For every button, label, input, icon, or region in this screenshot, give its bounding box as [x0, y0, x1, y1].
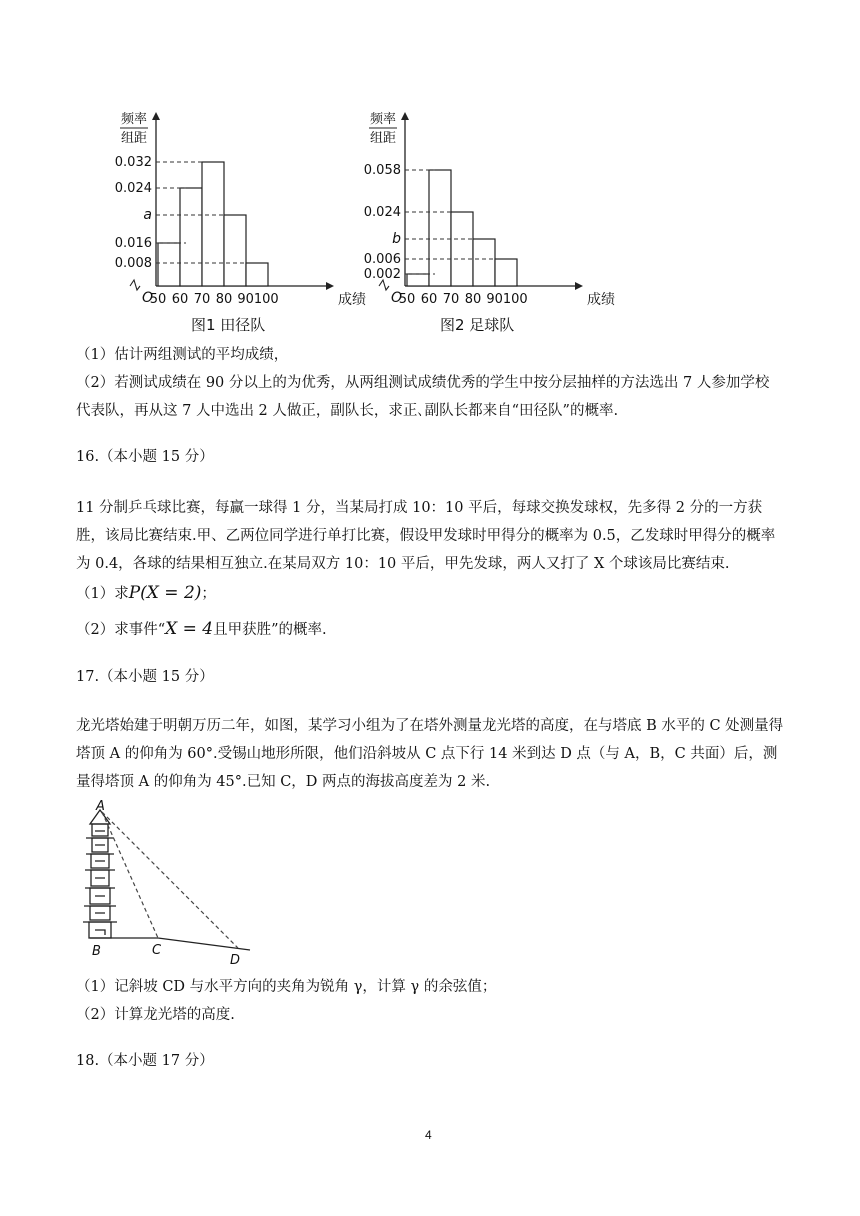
- x-axis-label: 成绩: [338, 292, 366, 308]
- tower-figure: [76, 798, 266, 968]
- q15-part1: （1）估计两组测试的平均成绩，: [76, 347, 289, 363]
- x-tick-label: 90100: [237, 292, 279, 307]
- q15-part2-line2: 代表队，再从这 7 人中选出 2 人做正，副队长，求正､副队长都来自“田径队”的概率.: [76, 403, 619, 419]
- label-A: A: [96, 799, 105, 814]
- histogram-bar: [407, 274, 429, 286]
- x-tick-label: 80: [464, 292, 482, 307]
- histogram-football-team: [325, 108, 615, 343]
- y-tick-label: 0.016: [114, 236, 152, 251]
- histogram-bar: [202, 162, 224, 286]
- histogram-caption: 图2 足球队: [440, 316, 515, 334]
- q16-part2: [76, 618, 327, 641]
- q16-part1-prefix: （1）求: [76, 586, 129, 602]
- x-axis-label: 成绩: [587, 292, 615, 308]
- y-axis-arrow: [401, 112, 409, 120]
- y-tick-label: b: [392, 231, 401, 247]
- x-axis-arrow: [575, 282, 583, 290]
- y-tick-label: 0.024: [114, 181, 152, 196]
- q17-body: 龙光塔始建于明朝万历二年，如图，某学习小组为了在塔外测量龙光塔的高度，在与塔底 B 水平的 C 处测量得塔顶 A 的仰角为 60°.受锡山地形所限，他们沿斜坡从 C 点下行 14 米到达 D 点（与 A，B，C 共面）后，测量得塔顶 A 的仰角为 45°.已知 C，D 两点的海拔高度差为 2 米.: [76, 718, 784, 790]
- x-tick-label: 70: [193, 292, 211, 307]
- axis-break: [130, 280, 140, 290]
- x-tick-label: 50: [398, 292, 416, 307]
- q17-header: 17.（本小题 15 分）: [76, 669, 214, 685]
- label-C: C: [152, 943, 162, 958]
- x-tick-label: 70: [442, 292, 460, 307]
- q16-part1-math: P(X = 2): [128, 583, 202, 603]
- histogram-bar: [429, 170, 451, 286]
- histogram-bar: [473, 239, 495, 286]
- label-B: B: [92, 944, 101, 959]
- page-number: 4: [425, 1128, 432, 1142]
- histogram-track-team: [100, 108, 366, 343]
- y-label-top: 频率: [121, 112, 148, 127]
- histogram-bar: [495, 259, 517, 286]
- histogram-bar: [451, 212, 473, 286]
- y-label-bottom: 组距: [121, 131, 148, 146]
- q16-part1-suffix: ；: [201, 586, 216, 602]
- y-tick-label: 0.024: [363, 205, 401, 220]
- label-D: D: [230, 953, 241, 968]
- y-tick-label: a: [143, 207, 152, 223]
- q15-part2-line1: （2）若测试成绩在 90 分以上的为优秀，从两组测试成绩优秀的学生中按分层抽样的方法选出 7 人参加学校: [76, 375, 770, 391]
- q17-part1: （1）记斜坡 CD 与水平方向的夹角为锐角 γ，计算 γ 的余弦值；: [76, 979, 497, 995]
- q16-part1: [76, 582, 216, 605]
- y-label-top: 频率: [370, 112, 397, 127]
- x-tick-label: 50: [149, 292, 167, 307]
- histogram-caption: 图1 田径队: [191, 316, 266, 334]
- x-tick-label: 80: [215, 292, 233, 307]
- origin-label: O: [142, 290, 154, 306]
- tower-drawing: [83, 810, 117, 938]
- x-tick-label: 90100: [486, 292, 528, 307]
- q16-header: 16.（本小题 15 分）: [76, 449, 214, 465]
- histogram-bar: [180, 188, 202, 286]
- q16-part2-math: X = 4: [165, 619, 214, 639]
- q16-part2-prefix: （2）求事件“: [76, 622, 166, 638]
- y-label-bottom: 组距: [370, 131, 397, 146]
- y-tick-label: 0.006: [363, 252, 401, 267]
- y-tick-label: 0.032: [114, 155, 152, 170]
- y-axis-arrow: [152, 112, 160, 120]
- histogram-bar: [246, 263, 268, 286]
- q16-part2-suffix: 且甲获胜”的概率.: [213, 622, 327, 638]
- x-tick-label: 60: [420, 292, 438, 307]
- q18-header: 18.（本小题 17 分）: [76, 1053, 214, 1069]
- q17-part2: （2）计算龙光塔的高度.: [76, 1007, 235, 1023]
- histogram-bar: [158, 243, 180, 286]
- histogram-bar: [224, 215, 246, 286]
- x-tick-label: 60: [171, 292, 189, 307]
- origin-label: O: [391, 290, 403, 306]
- q16-body: 11 分制乒乓球比赛，每赢一球得 1 分，当某局打成 10：10 平后，每球交换发球权，先多得 2 分的一方获胜，该局比赛结束.甲、乙两位同学进行单打比赛，假设甲发球时甲得分的概率为 0.5，乙发球时甲得分的概率为 0.4，各球的结果相互独立.在某局双方 10：10 平后，甲先发球，两人又打了 X 个球该局比赛结束.: [76, 500, 776, 572]
- y-tick-label: 0.002: [363, 267, 401, 282]
- y-tick-label: 0.008: [114, 256, 152, 271]
- y-tick-label: 0.058: [363, 163, 401, 178]
